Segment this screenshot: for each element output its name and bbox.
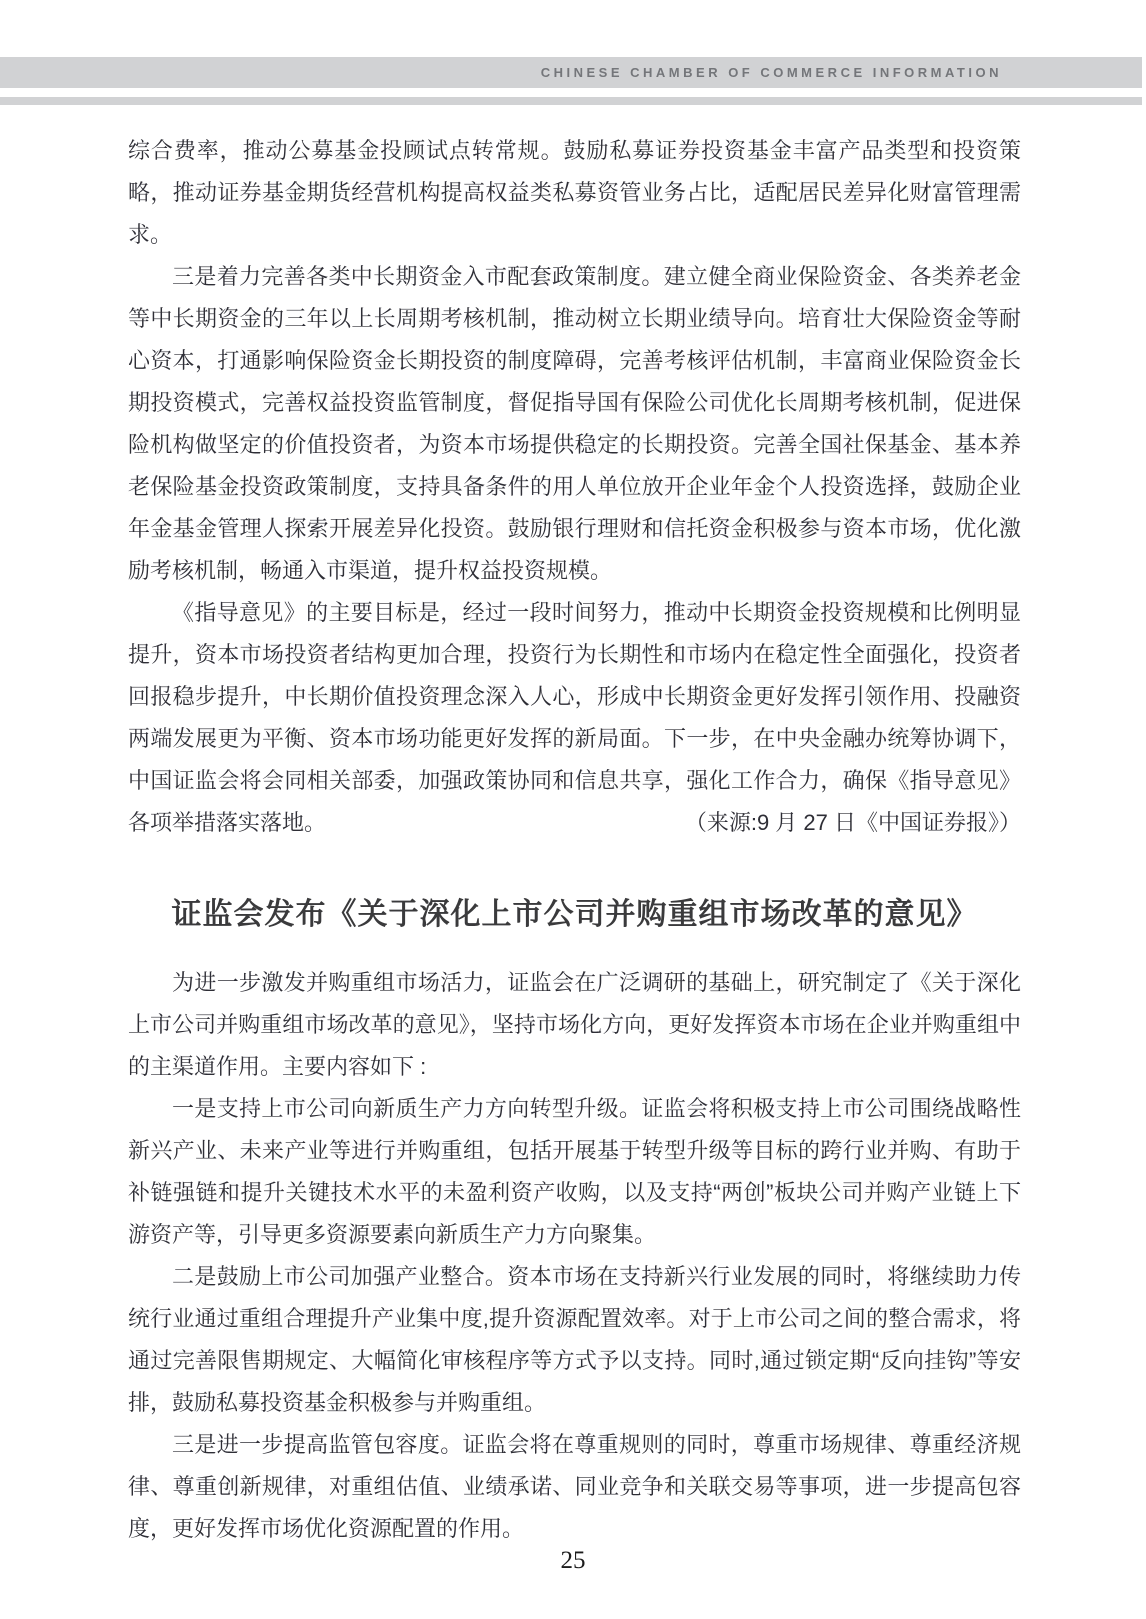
page-footer [0, 1547, 1146, 1575]
article2-paragraph-4: 三是进一步提高监管包容度。证监会将在尊重规则的同时，尊重市场规律、尊重经济规律、尊重创新规律，对重组估值、业绩承诺、同业竞争和关联交易等事项，进一步提高包容度，更好发挥市场优化资源配置的作用。 [128, 1432, 1021, 1541]
article1-paragraph-1: 综合费率，推动公募基金投顾试点转常规。鼓励私募证券投资基金丰富产品类型和投资策略，推动证券基金期货经营机构提高权益类私募资管业务占比，适配居民差异化财富管理需求。 [128, 138, 1021, 247]
article1-paragraph-3-text: 《指导意见》的主要目标是，经过一段时间努力，推动中长期资金投资规模和比例明显提升，资本市场投资者结构更加合理，投资行为长期性和市场内在稳定性全面强化，投资者回报稳步提升，中长期价值投资理念深入人心，形成中长期资金更好发挥引领作用、投融资两端发展更为平衡、资本市场功能更好发挥的新局面。下一步，在中央金融办统筹协调下，中国证监会将会同相关部委，加强政策协同和信息共享，强化工作合力，确保《指导意见》各项举措落实落地。 [128, 600, 1021, 835]
article-title: 证监会发布《关于深化上市公司并购重组市场改革的意见》 [171, 898, 978, 931]
article1-paragraph-2: 三是着力完善各类中长期资金入市配套政策制度。建立健全商业保险资金、各类养老金等中长期资金的三年以上长周期考核机制，推动树立长期业绩导向。培育壮大保险资金等耐心资本，打通影响保险资金长期投资的制度障碍，完善考核评估机制，丰富商业保险资金长期投资模式，完善权益投资监管制度，督促指导国有保险公司优化长周期考核机制，促进保险机构做坚定的价值投资者，为资本市场提供稳定的长期投资。完善全国社保基金、基本养老保险基金投资政策制度，支持具备条件的用人单位放开企业年金个人投资选择，鼓励企业年金基金管理人探索开展差异化投资。鼓励银行理财和信托资金积极参与资本市场，优化激励考核机制，畅通入市渠道，提升权益投资规模。 [128, 264, 1021, 583]
page-content [128, 130, 1021, 1550]
header-banner-text: CHINESE CHAMBER OF COMMERCE INFORMATION [540, 65, 1002, 80]
page-number: 25 [560, 1547, 586, 1574]
header-band [0, 57, 1142, 88]
page-header [0, 57, 1146, 105]
article2-paragraph-3: 二是鼓励上市公司加强产业整合。资本市场在支持新兴行业发展的同时，将继续助力传统行业通过重组合理提升产业集中度,提升资源配置效率。对于上市公司之间的整合需求，将通过完善限售期规定、大幅简化审核程序等方式予以支持。同时,通过锁定期“反向挂钩”等安排，鼓励私募投资基金积极参与并购重组。 [128, 1264, 1021, 1415]
article1-paragraph-3 [128, 592, 1021, 844]
header-rule [0, 97, 1142, 105]
source-attribution: （来源:9 月 27 日《中国证券报》） [684, 810, 1021, 835]
article2-paragraph-2: 一是支持上市公司向新质生产力方向转型升级。证监会将积极支持上市公司围绕战略性新兴产业、未来产业等进行并购重组，包括开展基于转型升级等目标的跨行业并购、有助于补链强链和提升关键技术水平的未盈利资产收购，以及支持“两创”板块公司并购产业链上下游资产等，引导更多资源要素向新质生产力方向聚集。 [128, 1096, 1021, 1247]
article2-paragraph-1: 为进一步激发并购重组市场活力，证监会在广泛调研的基础上，研究制定了《关于深化上市公司并购重组市场改革的意见》，坚持市场化方向，更好发挥资本市场在企业并购重组中的主渠道作用。主要内容如下 : [128, 970, 1021, 1079]
